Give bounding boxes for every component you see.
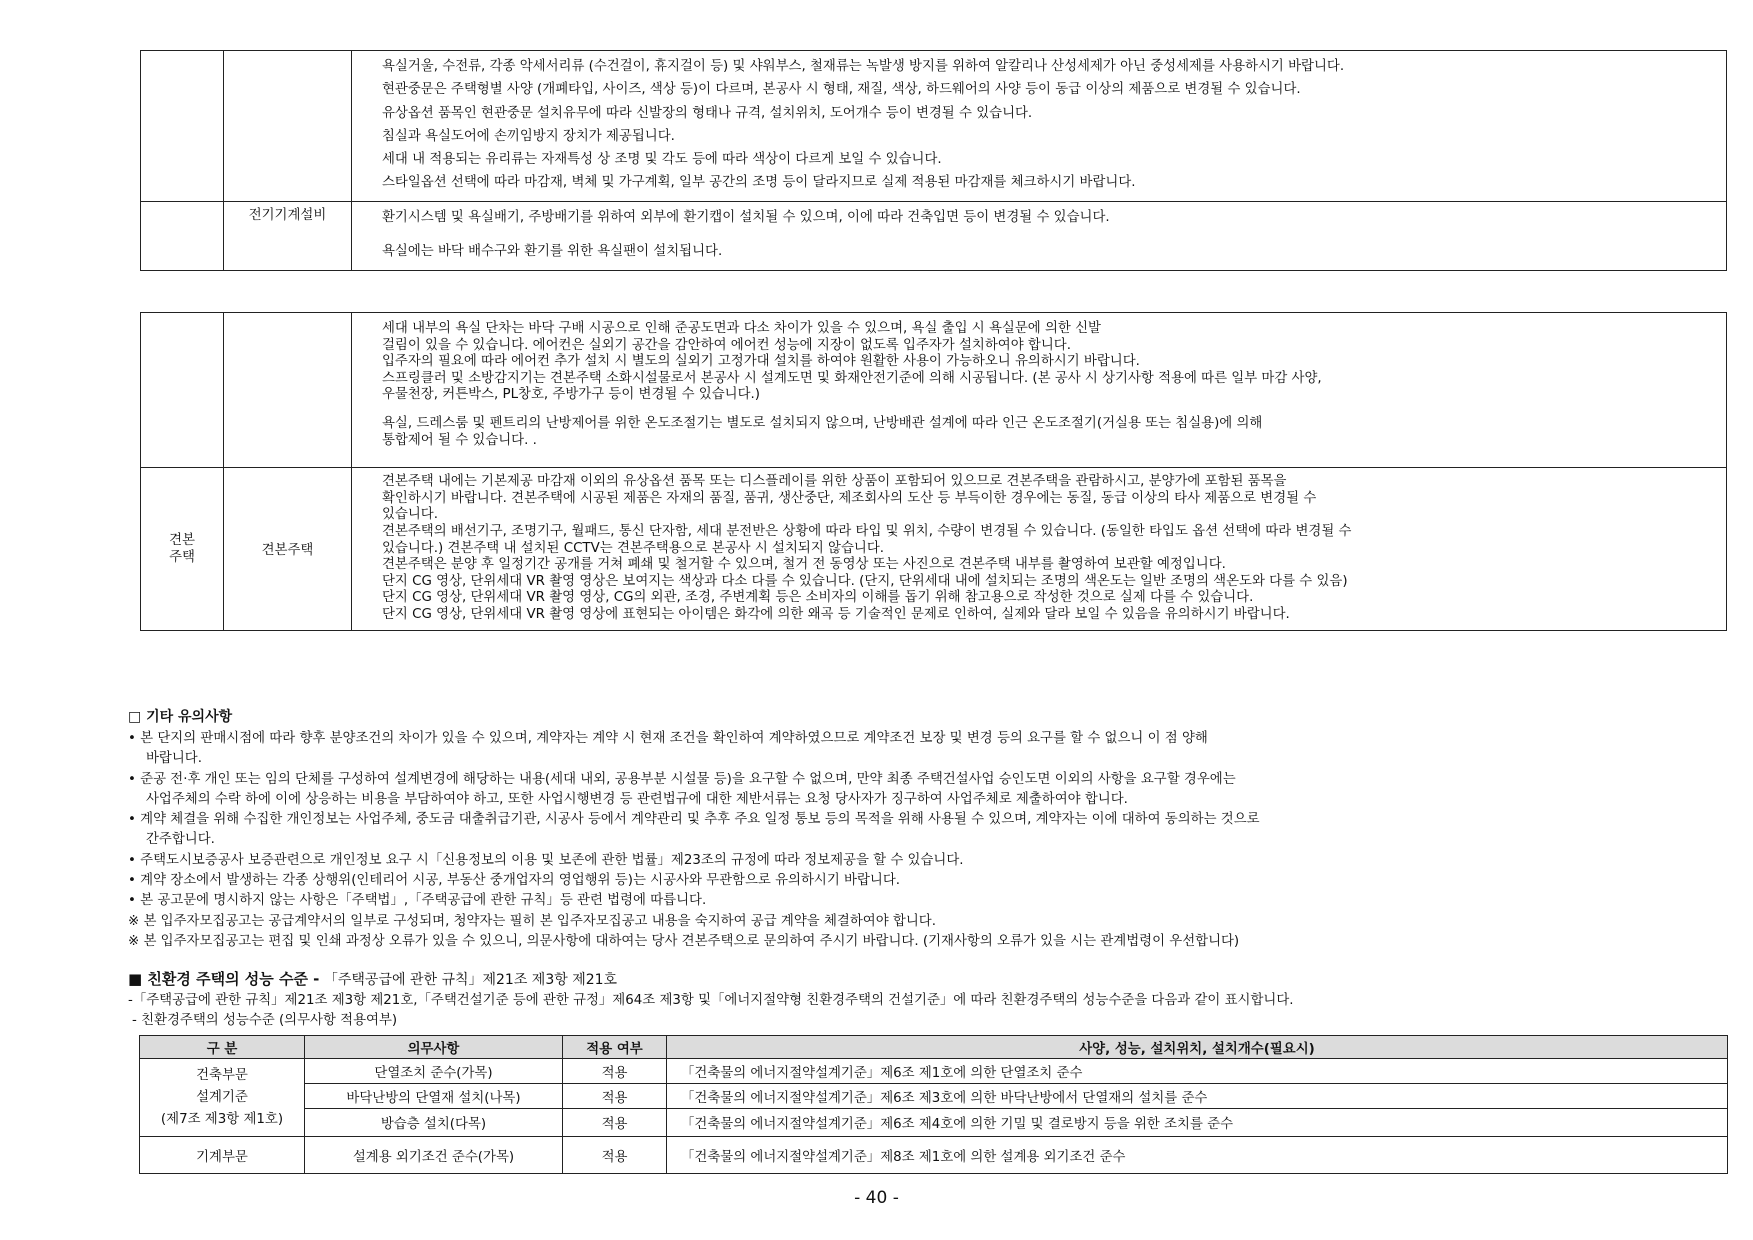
- apply-cell: 적용: [563, 1109, 667, 1137]
- category-cell: 기계부문: [140, 1137, 305, 1174]
- note-line: 걸림이 있을 수 있습니다. 에어컨은 실외기 공간을 감안하여 에어컨 성능에 지장이 없도록 입주자가 설치하여야 합니다.: [382, 337, 1071, 353]
- duty-cell: 방습층 설치(다목): [305, 1109, 563, 1137]
- column-header: 의무사항: [305, 1036, 563, 1059]
- note-line: 견본주택은 분양 후 일정기간 공개를 거쳐 폐쇄 및 철거할 수 있으며, 철거 전 동영상 또는 사진으로 견본주택 내부를 촬영하여 보관할 예정입니다.: [382, 557, 1226, 573]
- column-header: 사양, 성능, 설치위치, 설치개수(필요시): [667, 1036, 1728, 1059]
- notes-cell: [352, 201, 1727, 270]
- note-line: ※ 본 입주자모집공고는 편집 및 인쇄 과정상 오류가 있을 수 있으니, 의문사항에 대하여는 당사 견본주택으로 문의하여 주시기 바랍니다. (기재사항의 오류가 있을 시는 관계법령이 우선합니다): [128, 933, 1240, 949]
- spec-cell: 「건축물의 에너지절약설계기준」제8조 제1호에 의한 설계용 외기조건 준수: [667, 1137, 1728, 1174]
- note-line: 침실과 욕실도어에 손끼임방지 장치가 제공됩니다.: [382, 128, 675, 144]
- other-notes-section: [128, 706, 1728, 952]
- note-line: 간주합니다.: [146, 832, 215, 848]
- note-line: 있습니다.: [382, 507, 438, 523]
- eco-performance-table: [139, 1035, 1728, 1174]
- eco-subtitle: - 친환경주택의 성능수준 (의무사항 적용여부): [132, 1013, 398, 1028]
- notes-cell: [352, 51, 1727, 202]
- note-line: 단지 CG 영상, 단위세대 VR 촬영 영상, CG의 외관, 조경, 주변계획 등은 소비자의 이해를 돕기 위해 참고용으로 작성한 것으로 실제 다를 수 있습니다.: [382, 590, 1254, 606]
- note-line: • 준공 전·후 개인 또는 임의 단체를 구성하여 설계변경에 해당하는 내용(세대 내외, 공용부분 시설물 등)을 요구할 수 없으며, 만약 최종 주택건설사업 승인도면 이외의 사항을 요구할 경우에는: [128, 771, 1236, 787]
- spec-cell: 「건축물의 에너지절약설계기준」제6조 제1호에 의한 단열조치 준수: [667, 1059, 1728, 1084]
- note-line: 욕실, 드레스룸 및 펜트리의 난방제어를 위한 온도조절기는 별도로 설치되지 않으며, 난방배관 설계에 따라 인근 온도조절기(거실용 또는 침실용)에 의해: [382, 415, 1263, 431]
- note-line: 우물천장, 커튼박스, PL창호, 주방가구 등이 변경될 수 있습니다.): [382, 387, 761, 403]
- note-line: 통합제어 될 수 있습니다. .: [382, 432, 537, 448]
- table-row: [140, 1059, 1728, 1084]
- subcategory-cell: [224, 51, 352, 202]
- section-heading: □ 기타 유의사항: [128, 709, 233, 725]
- category-cell: [141, 201, 224, 270]
- note-line: 욕실거울, 수전류, 각종 악세서리류 (수건걸이, 휴지걸이 등) 및 샤워부스, 철재류는 녹발생 방지를 위하여 알칼리나 산성세제가 아닌 중성세제를 사용하시기 바랍니다.: [382, 59, 1345, 74]
- notes-cell: [352, 468, 1727, 630]
- note-line: 바랍니다.: [146, 751, 202, 767]
- table-row: [141, 313, 1727, 468]
- note-line: 견본주택 내에는 기본제공 마감재 이외의 유상옵션 품목 또는 디스플레이를 위한 상품이 포함되어 있으므로 견본주택을 관람하시고, 분양가에 포함된 품목을: [382, 474, 1287, 490]
- category-cell: [141, 51, 224, 202]
- subcategory-label: 견본주택: [224, 468, 352, 630]
- page-number: - 40 -: [854, 1188, 899, 1208]
- category-line: (제7조 제3항 제1호): [160, 1111, 284, 1127]
- note-line: 단지 CG 영상, 단위세대 VR 촬영 영상은 보여지는 색상과 다소 다를 수 있습니다. (단지, 단위세대 내에 설치되는 조명의 색온도는 일반 조명의 색온도와 다를 수 있음): [382, 573, 1348, 589]
- duty-cell: 설계용 외기조건 준수(가목): [305, 1137, 563, 1174]
- blank-line: [382, 404, 1718, 416]
- note-line: ※ 본 입주자모집공고는 공급계약서의 일부로 구성되며, 청약자는 필히 본 입주자모집공고 내용을 숙지하여 공급 계약을 체결하여야 합니다.: [128, 913, 936, 929]
- spec-cell: 「건축물의 에너지절약설계기준」제6조 제3호에 의한 바닥난방에서 단열재의 설치를 준수: [667, 1084, 1728, 1109]
- note-line: • 계약 장소에서 발생하는 각종 상행위(인테리어 시공, 부동산 중개업자의 영업행위 등)는 시공사와 무관함으로 유의하시기 바랍니다.: [128, 873, 901, 889]
- note-line: • 주택도시보증공사 보증관련으로 개인정보 요구 시「신용정보의 이용 및 보존에 관한 법률」제23조의 규정에 따라 정보제공을 할 수 있습니다.: [128, 852, 964, 868]
- note-line: 확인하시기 바랍니다. 견본주택에 시공된 제품은 자재의 품질, 품귀, 생산중단, 제조회사의 도산 등 부득이한 경우에는 동질, 동급 이상의 타사 제품으로 변경될 수: [382, 490, 1317, 506]
- notes-cell: [352, 313, 1727, 468]
- table-row: [140, 1109, 1728, 1137]
- building-notes-table: [140, 50, 1727, 271]
- table-row: [141, 201, 1727, 270]
- category-label-line: 견본: [169, 532, 195, 548]
- apply-cell: 적용: [563, 1084, 667, 1109]
- note-line: 사업주체의 수락 하에 이에 상응하는 비용을 부담하여야 하고, 또한 사업시행변경 등 관련법규에 대한 제반서류는 요청 당사자가 징구하여 사업주체로 제출하여야 합니다.: [146, 791, 1128, 807]
- spec-cell: 「건축물의 에너지절약설계기준」제6조 제4호에 의한 기밀 및 결로방지 등을 위한 조치를 준수: [667, 1109, 1728, 1137]
- note-line: 현관중문은 주택형별 사양 (개폐타입, 사이즈, 색상 등)이 다르며, 본공사 시 형태, 재질, 색상, 하드웨어의 사양 등이 동급 이상의 제품으로 변경될 수 있습니다.: [382, 82, 1301, 98]
- table-row: [141, 51, 1727, 202]
- eco-housing-section: [128, 968, 1728, 1031]
- category-line: 설계기준: [196, 1089, 248, 1105]
- note-line: • 본 공고문에 명시하지 않는 사항은「주택법」,「주택공급에 관한 규칙」등 관련 법령에 따릅니다.: [128, 893, 707, 909]
- duty-cell: 바닥난방의 단열재 설치(나목): [305, 1084, 563, 1109]
- subcategory-label: 전기기계설비: [224, 201, 352, 270]
- category-line: 건축부문: [196, 1067, 248, 1083]
- note-line: 스프링클러 및 소방감지기는 견본주택 소화시설물로서 본공사 시 설계도면 및 화재안전기준에 의해 시공됩니다. (본 공사 시 상기사항 적용에 따른 일부 마감 사양,: [382, 370, 1322, 386]
- duty-cell: 단열조치 준수(가목): [305, 1059, 563, 1084]
- table-row: [140, 1084, 1728, 1109]
- column-header: 구 분: [140, 1036, 305, 1059]
- note-line: 스타일옵션 선택에 따라 마감재, 벽체 및 가구계획, 일부 공간의 조명 등이 달라지므로 실제 적용된 마감재를 체크하시기 바랍니다.: [382, 175, 1136, 191]
- model-house-table: [140, 312, 1727, 631]
- subcategory-cell: [224, 313, 352, 468]
- category-label-line: 주택: [169, 549, 195, 565]
- apply-cell: 적용: [563, 1137, 667, 1174]
- category-cell: [141, 313, 224, 468]
- note-line: 세대 내 적용되는 유리류는 자재특성 상 조명 및 각도 등에 따라 색상이 다르게 보일 수 있습니다.: [382, 152, 942, 168]
- note-line: • 계약 체결을 위해 수집한 개인정보는 사업주체, 중도금 대출취급기관, 시공사 등에서 계약관리 및 추후 주요 일정 통보 등의 목적을 위해 사용될 수 있으며, 계약자는 이에 대하여 동의하는 것으로: [128, 812, 1260, 828]
- eco-description: -「주택공급에 관한 규칙」제21조 제3항 제21호,「주택건설기준 등에 관한 규정」제64조 제3항 및「에너지절약형 친환경주택의 건설기준」에 따라 친환경주택의 성능수준을 다음과 같이 표시합니다.: [128, 993, 1294, 1008]
- table-row: [140, 1137, 1728, 1174]
- table-row: [141, 468, 1727, 630]
- note-line: 견본주택의 배선기구, 조명기구, 월패드, 통신 단자함, 세대 분전반은 상황에 따라 타입 및 위치, 수량이 변경될 수 있습니다. (동일한 타입도 옵션 선택에 따라 변경될 수: [382, 523, 1352, 539]
- apply-cell: 적용: [563, 1059, 667, 1084]
- note-line: 욕실에는 바닥 배수구와 환기를 위한 욕실팬이 설치됩니다.: [382, 243, 723, 259]
- note-line: 입주자의 필요에 따라 에어컨 추가 설치 시 별도의 실외기 고정가대 설치를 하여야 원활한 사용이 가능하오니 유의하시기 바랍니다.: [382, 354, 1140, 370]
- note-line: 유상옵션 품목인 현관중문 설치유무에 따라 신발장의 형태나 규격, 설치위치, 도어개수 등이 변경될 수 있습니다.: [382, 105, 1033, 121]
- column-header: 적용 여부: [563, 1036, 667, 1059]
- note-line: • 본 단지의 판매시점에 따라 향후 분양조건의 차이가 있을 수 있으며, 계약자는 계약 시 현재 조건을 확인하여 계약하였으므로 계약조건 보장 및 변경 등의 요구를 할 수 없으니 이 점 양해: [128, 731, 1208, 746]
- section-heading-rest: 「주택공급에 관한 규칙」제21조 제3항 제21호: [323, 972, 618, 988]
- category-label: [141, 468, 224, 630]
- section-heading-bold: ■ 친환경 주택의 성능 수준 -: [128, 970, 320, 988]
- note-line: 환기시스템 및 욕실배기, 주방배기를 위하여 외부에 환기캡이 설치될 수 있으며, 이에 따라 건축입면 등이 변경될 수 있습니다.: [382, 209, 1110, 225]
- note-line: 단지 CG 영상, 단위세대 VR 촬영 영상에 표현되는 아이템은 화각에 의한 왜곡 등 기술적인 문제로 인하여, 실제와 달라 보일 수 있음을 유의하시기 바랍니다.: [382, 606, 1290, 622]
- table-header-row: [140, 1036, 1728, 1059]
- section-heading: [128, 968, 1728, 989]
- note-line: 있습니다.) 견본주택 내 설치된 CCTV는 견본주택용으로 본공사 시 설치되지 않습니다.: [382, 540, 885, 556]
- note-line: 세대 내부의 욕실 단차는 바닥 구배 시공으로 인해 준공도면과 다소 차이가 있을 수 있으며, 욕실 출입 시 욕실문에 의한 신발: [382, 321, 1101, 336]
- category-cell: [140, 1059, 305, 1137]
